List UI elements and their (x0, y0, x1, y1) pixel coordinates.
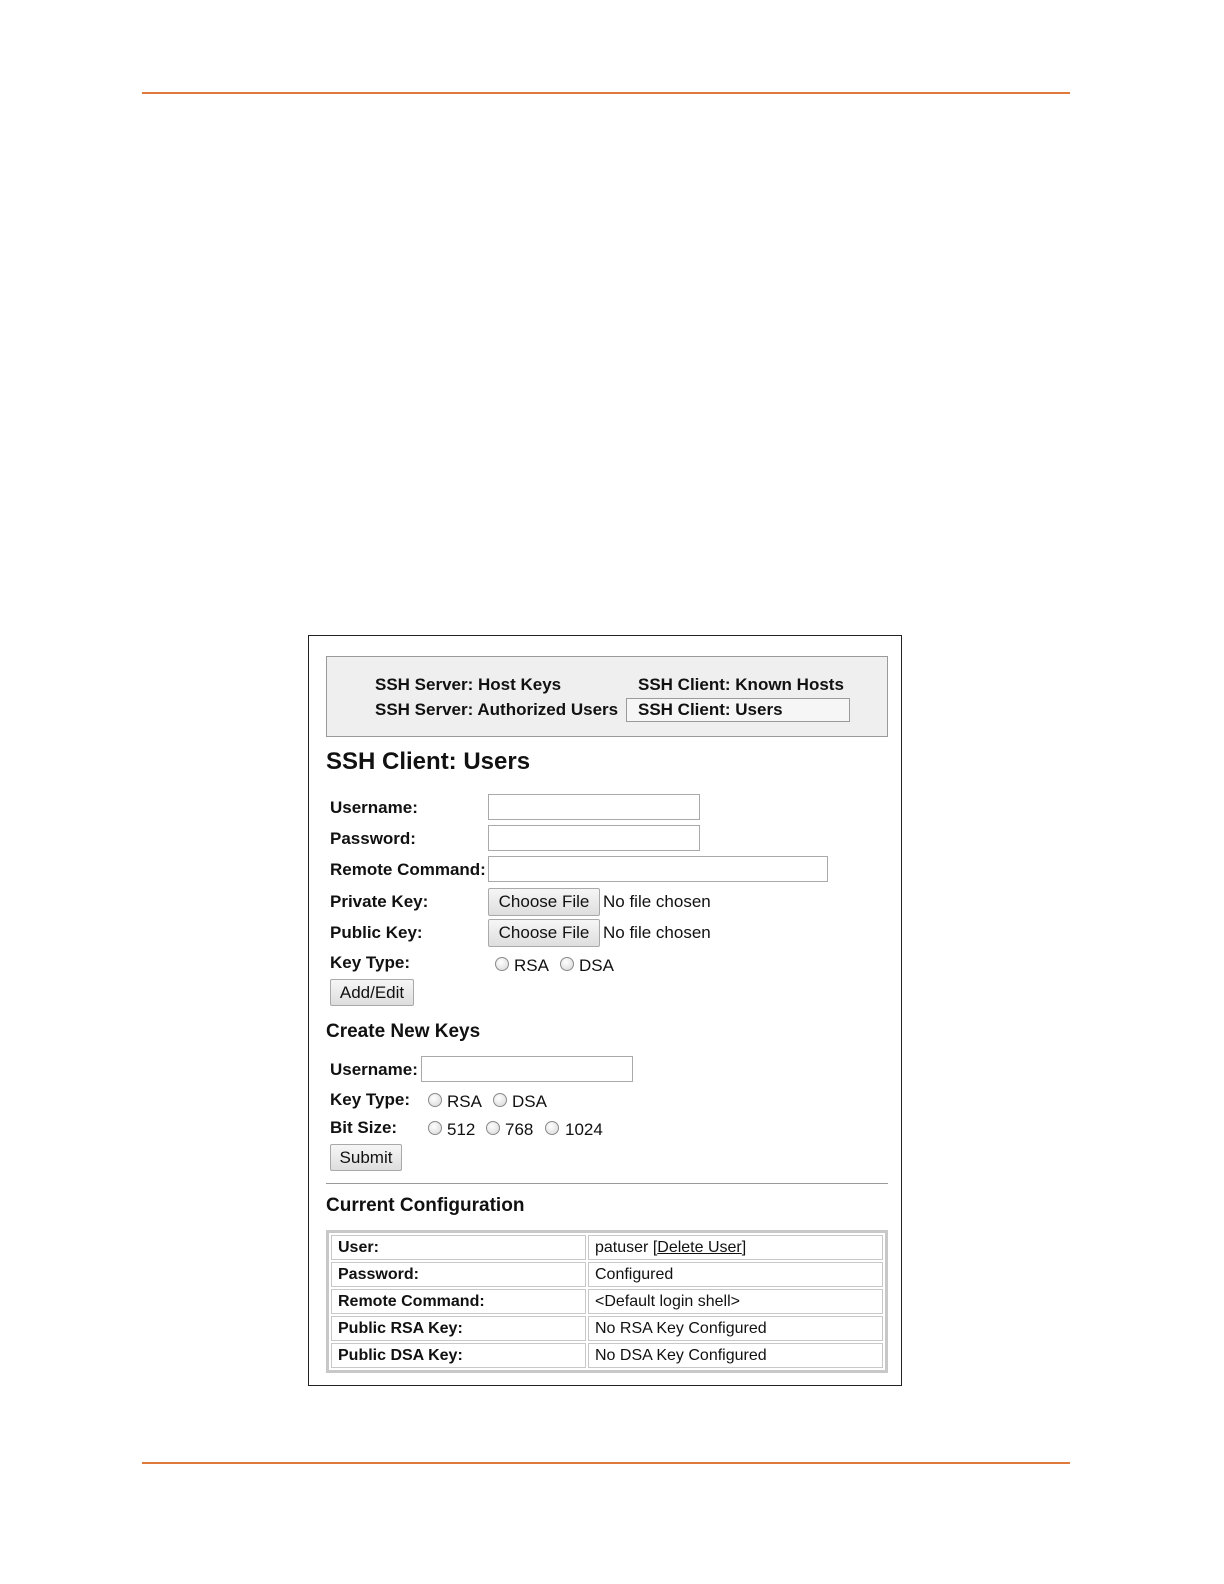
key-type-dsa-label: DSA (579, 956, 614, 975)
header-rule (142, 92, 1070, 94)
key-type-label: Key Type: (330, 953, 410, 972)
config-password-value: Configured (588, 1262, 883, 1287)
config-remote-command-label: Remote Command: (331, 1289, 586, 1314)
remote-command-label: Remote Command: (330, 860, 486, 879)
nav-ssh-client-known-hosts[interactable]: SSH Client: Known Hosts (638, 675, 844, 694)
private-key-file-status: No file chosen (603, 892, 711, 911)
public-key-file-status: No file chosen (603, 923, 711, 942)
config-public-dsa-label: Public DSA Key: (331, 1343, 586, 1368)
bit-size-768-label: 768 (505, 1120, 534, 1139)
table-row (331, 1289, 883, 1314)
username-input[interactable] (488, 794, 700, 820)
create-key-type-rsa-radio[interactable] (428, 1093, 442, 1107)
config-user-value: patuser (595, 1238, 649, 1256)
config-password-label: Password: (331, 1262, 586, 1287)
config-public-rsa-label: Public RSA Key: (331, 1316, 586, 1341)
config-user-cell: patuser [Delete User] (588, 1235, 883, 1260)
ssh-nav-bar (326, 656, 888, 737)
submit-button[interactable]: Submit (330, 1144, 402, 1171)
bit-size-512-radio[interactable] (428, 1121, 442, 1135)
key-type-rsa-label: RSA (514, 956, 549, 975)
create-key-type-rsa-label: RSA (447, 1092, 482, 1111)
remote-command-input[interactable] (488, 856, 828, 882)
current-configuration-table (326, 1230, 888, 1373)
private-key-label: Private Key: (330, 892, 429, 911)
public-key-choose-file-button[interactable]: Choose File (488, 919, 600, 947)
create-username-input[interactable] (421, 1056, 633, 1082)
create-username-label: Username: (330, 1060, 418, 1079)
screenshot-frame (308, 635, 902, 1386)
password-label: Password: (330, 829, 416, 848)
current-configuration-title: Current Configuration (326, 1195, 525, 1216)
password-input[interactable] (488, 825, 700, 851)
add-edit-button[interactable]: Add/Edit (330, 979, 414, 1006)
bit-size-1024-label: 1024 (565, 1120, 603, 1139)
create-new-keys-title: Create New Keys (326, 1021, 481, 1042)
username-label: Username: (330, 798, 418, 817)
key-type-rsa-radio[interactable] (495, 957, 509, 971)
page-title: SSH Client: Users (326, 748, 531, 775)
delete-user-link[interactable]: Delete User (657, 1238, 742, 1256)
key-type-dsa-radio[interactable] (560, 957, 574, 971)
bit-size-label: Bit Size: (330, 1118, 398, 1137)
config-public-rsa-value: No RSA Key Configured (588, 1316, 883, 1341)
footer-rule (142, 1462, 1070, 1464)
nav-ssh-server-host-keys[interactable]: SSH Server: Host Keys (375, 675, 562, 694)
table-row (331, 1235, 883, 1260)
nav-ssh-client-users[interactable]: SSH Client: Users (626, 698, 850, 722)
create-key-type-dsa-radio[interactable] (493, 1093, 507, 1107)
bit-size-1024-radio[interactable] (545, 1121, 559, 1135)
config-remote-command-value: <Default login shell> (588, 1289, 883, 1314)
section-divider (326, 1183, 888, 1184)
config-user-label: User: (331, 1235, 586, 1260)
table-row (331, 1316, 883, 1341)
bit-size-768-radio[interactable] (486, 1121, 500, 1135)
bit-size-512-label: 512 (447, 1120, 476, 1139)
create-key-type-dsa-label: DSA (512, 1092, 547, 1111)
private-key-choose-file-button[interactable]: Choose File (488, 888, 600, 916)
table-row (331, 1262, 883, 1287)
create-key-type-label: Key Type: (330, 1090, 410, 1109)
table-row (331, 1343, 883, 1368)
config-public-dsa-value: No DSA Key Configured (588, 1343, 883, 1368)
public-key-label: Public Key: (330, 923, 423, 942)
nav-ssh-server-authorized-users[interactable]: SSH Server: Authorized Users (375, 700, 619, 719)
